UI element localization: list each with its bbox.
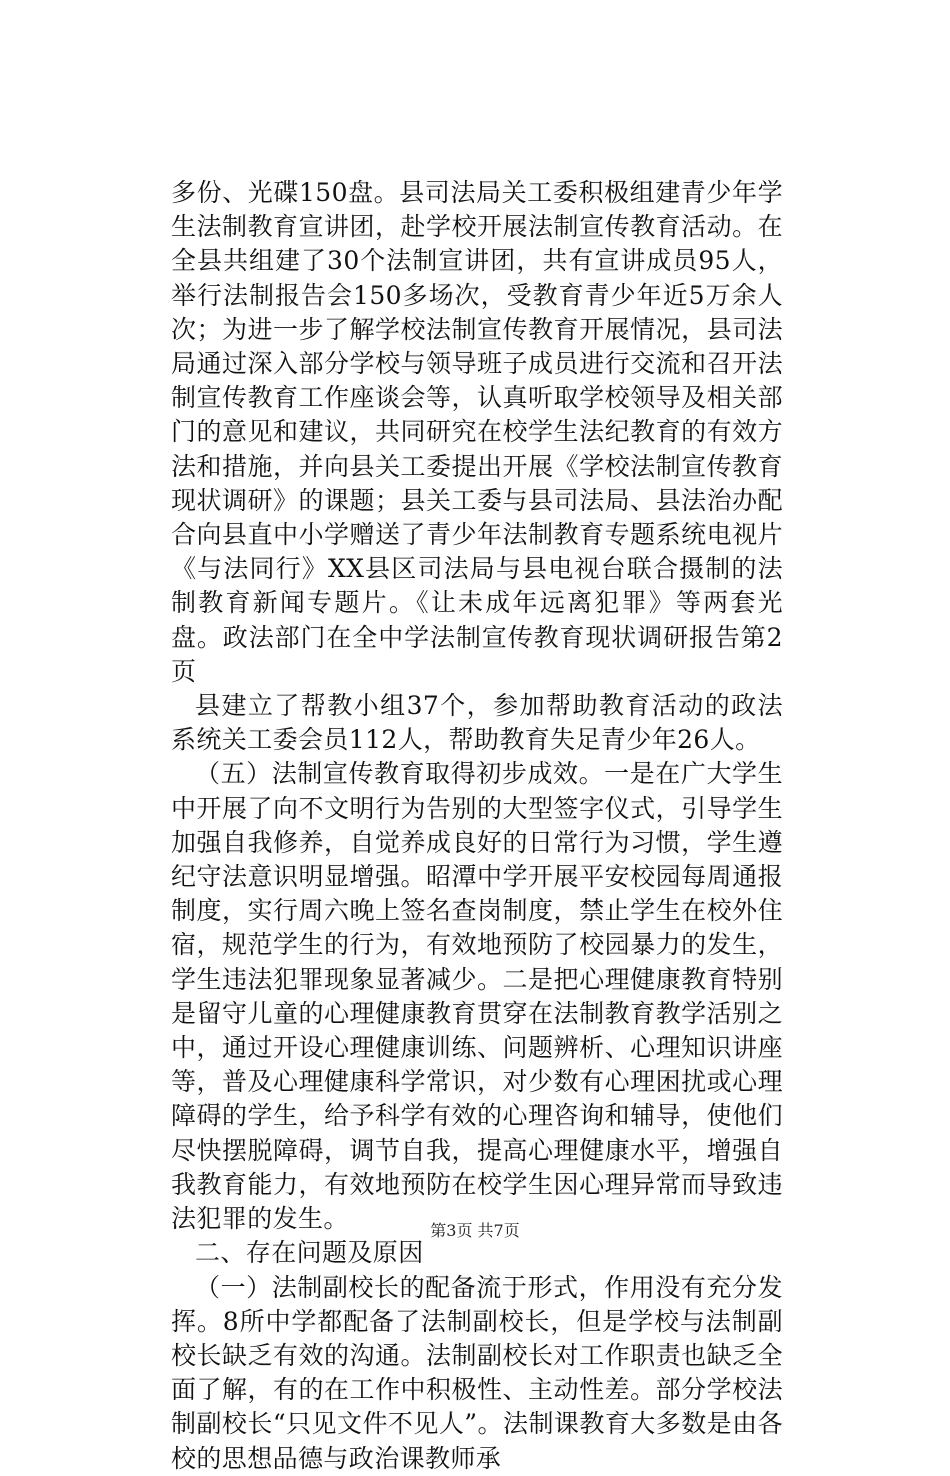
section-heading: 二、存在问题及原因 [195, 1238, 424, 1268]
paragraph-2: 县建立了帮教小组37个，参加帮助教育活动的政法系统关工委会员112人，帮助教育失足青少年26人。 [171, 691, 783, 755]
page-footer [0, 1218, 950, 1241]
page-body [171, 176, 783, 1476]
paragraph-1: 多份、光碟150盘。县司法局关工委积极组建青少年学生法制教育宣讲团，赴学校开展法制宣传教育活动。在全县共组建了30个法制宣讲团，共有宣讲成员95人，举行法制报告会150多场次，受教育青少年近5万余人次；为进一步了解学校法制宣传教育开展情况，县司法局通过深入部分学校与领导班子成员进行交流和召开法制宣传教育工作座谈会等，认真听取学校领导及相关部门的意见和建议，共同研究在校学生法纪教育的有效方法和措施，并向县关工委提出开展《学校法制宣传教育现状调研》的课题；县关工委与县司法局、县法治办配合向县直中小学赠送了青少年法制教育专题系统电视片《与法同行》XX县区司法局与县电视台联合摄制的法制教育新闻专题片。《让未成年远离犯罪》等两套光盘。政法部门在全中学法制宣传教育现状调研报告第2页 [171, 178, 783, 686]
paragraph-3: （五）法制宣传教育取得初步成效。一是在广大学生中开展了向不文明行为告别的大型签字仪式，引导学生加强自我修养，自觉养成良好的日常行为习惯，学生遵纪守法意识明显增强。昭潭中学开展平安校园每周通报制度，实行周六晚上签名查岗制度，禁止学生在校外住宿，规范学生的行为，有效地预防了校园暴力的发生，学生违法犯罪现象显著减少。二是把心理健康教育特别是留守儿童的心理健康教育贯穿在法制教育教学活别之中，通过开设心理健康训练、问题辨析、心理知识讲座等，普及心理健康科学常识，对少数有心理困扰或心理障碍的学生，给予科学有效的心理咨询和辅导，使他们尽快摆脱障碍，调节自我，提高心理健康水平，增强自我教育能力，有效地预防在校学生因心理异常而导致违法犯罪的发生。 [171, 759, 783, 1234]
paragraph-4: （一）法制副校长的配备流于形式，作用没有充分发挥。8所中学都配备了法制副校长，但是学校与法制副校长缺乏有效的沟通。法制副校长对工作职责也缺乏全面了解，有的在工作中积极性、主动性差。部分学校法制副校长“只见文件不见人”。法制课教育大多数是由各校的思想品德与政治课教师承 [171, 1272, 783, 1473]
page-number-label: 第3页 共7页 [430, 1221, 520, 1240]
